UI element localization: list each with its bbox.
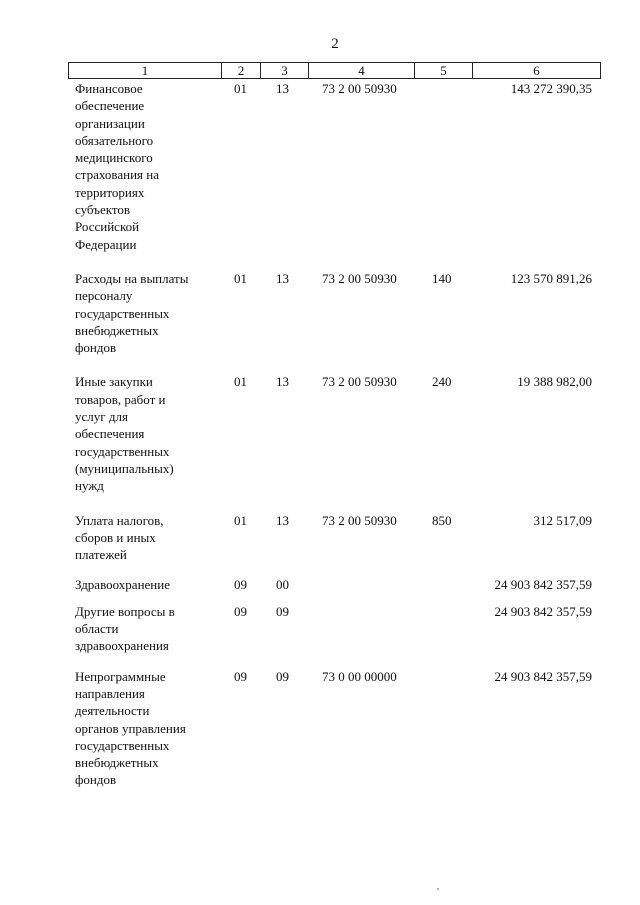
table-row — [0, 512, 640, 564]
row-section: 09 — [234, 668, 247, 684]
row-name: Здравоохранение — [75, 577, 170, 593]
row-target-article: 73 2 00 50930 — [322, 374, 397, 390]
header-col-5: 5 — [415, 63, 473, 79]
row-name: Уплата налогов, сборов и иных платежей — [75, 512, 164, 563]
row-amount: 312 517,09 — [533, 512, 592, 528]
row-target-article: 73 2 00 50930 — [322, 512, 397, 528]
row-name: Иные закупки товаров, работ и услуг для обеспечения государственных (муниципальных) нужд — [75, 374, 174, 494]
row-expense-type: 850 — [432, 512, 452, 528]
row-amount: 19 388 982,00 — [517, 374, 592, 390]
table-header — [68, 62, 601, 79]
row-amount: 143 272 390,35 — [510, 81, 592, 96]
row-target-article: 73 2 00 50930 — [322, 270, 397, 286]
row-target-article: 73 0 00 00000 — [322, 668, 397, 684]
row-name: Расходы на выплаты персоналу государственных внебюджетных фондов — [75, 270, 189, 356]
header-col-6: 6 — [473, 63, 601, 79]
row-amount: 24 903 842 357,59 — [494, 668, 592, 684]
row-subsection: 13 — [276, 270, 289, 286]
table-row — [0, 270, 640, 356]
row-amount: 123 570 891,26 — [510, 270, 592, 286]
row-section: 09 — [234, 577, 247, 593]
header-col-3: 3 — [261, 63, 309, 79]
row-expense-type: 140 — [432, 270, 452, 286]
row-subsection: 13 — [276, 81, 289, 96]
row-name: Финансовое обеспечение организации обязательного медицинского страхования на территориях субъектов Российской Федерации — [75, 81, 159, 252]
header-col-2: 2 — [222, 63, 261, 79]
table-row — [0, 576, 640, 593]
row-target-article: 73 2 00 50930 — [322, 81, 397, 96]
row-subsection: 09 — [276, 603, 289, 619]
header-col-4: 4 — [309, 63, 415, 79]
row-section: 01 — [234, 374, 247, 390]
row-section: 09 — [234, 603, 247, 619]
row-amount: 24 903 842 357,59 — [494, 603, 592, 619]
table-row — [0, 80, 640, 253]
row-section: 01 — [234, 81, 247, 96]
row-section: 01 — [234, 512, 247, 528]
row-amount: 24 903 842 357,59 — [494, 577, 592, 593]
scan-speck — [437, 888, 439, 890]
row-name: Непрограммные направления деятельности органов управления государственных внебюджетных фондов — [75, 668, 186, 788]
row-subsection: 00 — [276, 577, 289, 593]
row-name: Другие вопросы в области здравоохранения — [75, 603, 175, 654]
header-row — [69, 63, 601, 79]
row-subsection: 13 — [276, 374, 289, 390]
table-row — [0, 668, 640, 789]
row-section: 01 — [234, 270, 247, 286]
header-col-1: 1 — [69, 63, 222, 79]
table-row — [0, 603, 640, 655]
table-body — [0, 80, 640, 789]
row-expense-type: 240 — [432, 374, 452, 390]
page-number: 2 — [331, 36, 339, 52]
table-row — [0, 373, 640, 494]
row-subsection: 09 — [276, 668, 289, 684]
row-subsection: 13 — [276, 512, 289, 528]
